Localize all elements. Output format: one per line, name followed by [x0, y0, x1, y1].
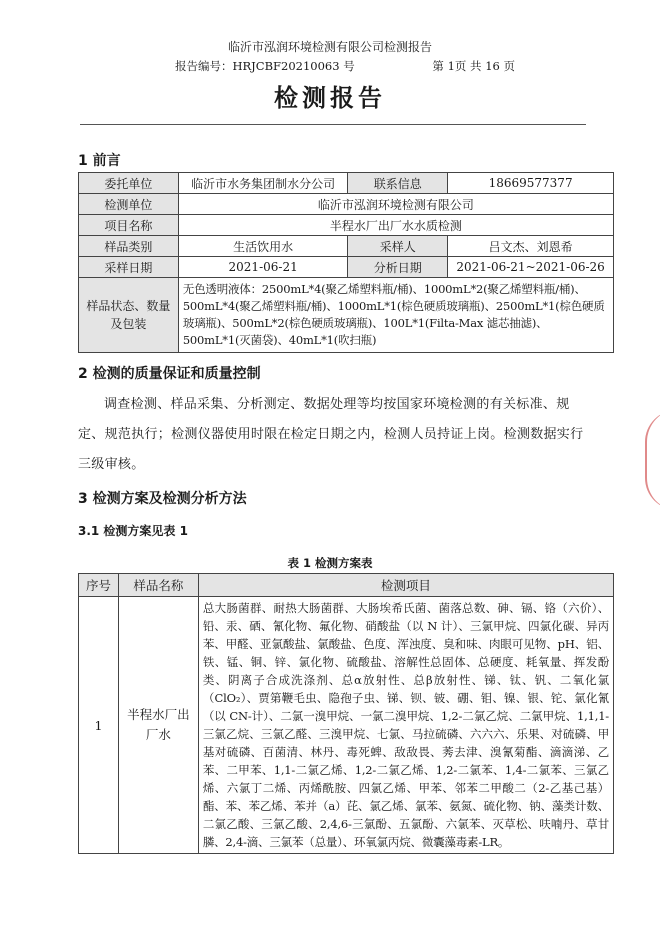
row-test-items: 总大肠菌群、耐热大肠菌群、大肠埃希氏菌、菌落总数、砷、镉、铬（六价）、铅、汞、硒、氰化物、氟化物、硝酸盐（以 N 计）、三氯甲烷、四氯化碳、异丙苯、甲醛、亚氯酸盐、氯酸盐、色度、浑浊度、臭和味、肉眼可见物、pH、铝、铁、锰、铜、锌、氯化物、硫酸盐、溶解性总固体、总硬度、耗氧量、挥发酚类、阴离子合成洗涤剂、总α放射性、总β放射性、锑、钛、钒、二氧化氯（ClO₂）、贾第鞭毛虫、隐孢子虫、锑、钡、铍、硼、钼、镍、银、铊、氯化氰（以 CN-计）、二氯一溴甲烷、一氯二溴甲烷、1,2-二氯乙烷、二氯甲烷、1,1,1-三氯乙烷、三氯乙醛、三溴甲烷、七氯、马拉硫磷、六六六、乐果、对硫磷、甲基对硫磷、百菌清、林丹、毒死蜱、敌敌畏、莠去津、溴氰菊酯、滴滴涕、乙苯、二甲苯、1,1-二氯乙烯、1,2-二氯乙烯、1,2-二氯苯、1,4-二氯苯、三氯乙烯、六氯丁二烯、丙烯酰胺、四氯乙烯、甲苯、邻苯二甲酸二（2-乙基己基）酯、苯、苯乙烯、苯并（a）芘、氯乙烯、氯苯、氨氮、硫化物、钠、藻类计数、二氯乙酸、三氯乙酸、2,4,6-三氯酚、五氯酚、六氯苯、灭草松、呋喃丹、草甘膦、2,4-滴、三氯苯（总量）、环氧氯丙烷、微囊藻毒素-LR。 — [198, 597, 613, 854]
report-title: 检测报告 — [274, 84, 386, 112]
header-divider — [80, 124, 586, 125]
package-label: 样品状态、数量及包装 — [79, 278, 179, 353]
contact-label: 联系信息 — [348, 173, 448, 194]
lab-value: 临沂市泓润环境检测有限公司 — [178, 194, 613, 215]
sampling-date-label: 采样日期 — [79, 257, 179, 278]
lab-label: 检测单位 — [79, 194, 179, 215]
client-value: 临沂市水务集团制水分公司 — [178, 173, 348, 194]
table-row — [79, 597, 614, 854]
client-label: 委托单位 — [79, 173, 179, 194]
analysis-date-label: 分析日期 — [348, 257, 448, 278]
page-indicator: 第 1页 共 16 页 — [432, 59, 515, 73]
table-row — [79, 236, 614, 257]
intro-table — [78, 172, 614, 353]
sample-type-value: 生活饮用水 — [178, 236, 348, 257]
column-header-sample: 样品名称 — [118, 574, 198, 597]
package-value: 无色透明液体：2500mL*4(聚乙烯塑料瓶/桶)、1000mL*2(聚乙烯塑料瓶/桶)、500mL*4(聚乙烯塑料瓶/桶)、1000mL*1(棕色硬质玻璃瓶)、2500mL*1(棕色硬质玻璃瓶)、500mL*2(棕色硬质玻璃瓶)、100L*1(Filta-Max 滤芯抽滤)、500mL*1(灭菌袋)、40mL*1(吹扫瓶) — [178, 278, 613, 353]
section-1-heading: 1 前言 — [78, 153, 121, 169]
sampling-date-value: 2021-06-21 — [178, 257, 348, 278]
column-header-items: 检测项目 — [198, 574, 613, 597]
sample-type-label: 样品类别 — [79, 236, 179, 257]
sampler-label: 采样人 — [348, 236, 448, 257]
project-label: 项目名称 — [79, 215, 179, 236]
row-number: 1 — [79, 597, 119, 854]
section-3-1-heading: 3.1 检测方案见表 1 — [78, 524, 188, 538]
row-sample-name: 半程水厂出厂水 — [118, 597, 198, 854]
table-row — [79, 194, 614, 215]
section-3-heading: 3 检测方案及检测分析方法 — [78, 491, 247, 507]
table-row — [79, 215, 614, 236]
seal-stamp-edge — [645, 410, 660, 510]
column-header-no: 序号 — [79, 574, 119, 597]
report-number: 报告编号：HRJCBF20210063 号 — [175, 59, 355, 73]
section-2-heading: 2 检测的质量保证和质量控制 — [78, 366, 261, 382]
table-row — [79, 278, 614, 353]
project-value: 半程水厂出厂水水质检测 — [178, 215, 613, 236]
quality-control-text: 调查检测、样品采集、分析测定、数据处理等均按国家环境检测的有关标准、规定、规范执行；检测仪器使用时限在检定日期之内，检测人员持证上岗。检测数据实行三级审核。 — [78, 397, 584, 472]
sampler-value: 吕文杰、刘恩希 — [448, 236, 614, 257]
table-row — [79, 257, 614, 278]
contact-value: 18669577377 — [448, 173, 614, 194]
table-caption: 表 1 检测方案表 — [287, 556, 373, 570]
table-header-row — [79, 574, 614, 597]
table-row — [79, 173, 614, 194]
plan-table — [78, 573, 614, 854]
analysis-date-value: 2021-06-21~2021-06-26 — [448, 257, 614, 278]
header-company: 临沂市泓润环境检测有限公司检测报告 — [227, 40, 432, 54]
